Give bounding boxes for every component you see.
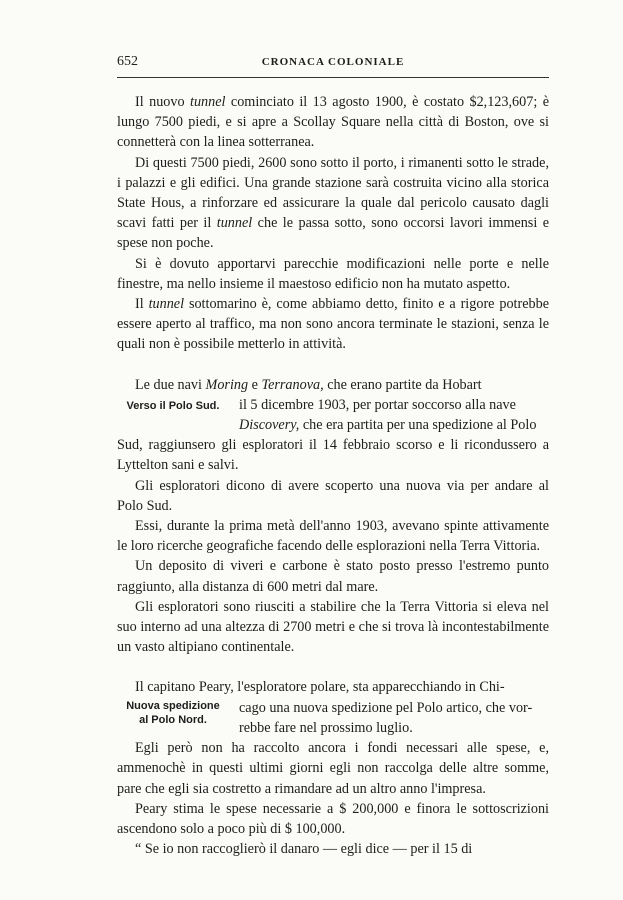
sidehead-polo-nord-line-2: al Polo Nord. [139,714,207,727]
polo-nord-paragraph-2: Egli però non ha raccolto ancora i fondi necessari alle spese, e, ammenochè in questi ultimi giorni egli non raccolga delle altre somme, pare che egli sia costretto a rimandare ad un altro anno l'impresa. [117,740,549,797]
sidehead-polo-nord-line-1: Nuova spedizione [126,700,220,713]
tunnel-paragraph-3: Si è dovuto apportarvi parecchie modificazioni nelle porte e nelle finestre, ma nello insieme il maestoso edificio non ha mutato aspetto. [117,255,549,292]
page [117,54,550,858]
polo-sud-line-1: Le due navi Moring e Terranova, che erano partite da Hobart [135,376,482,393]
page-number: 652 [117,54,138,69]
tunnel-paragraph-1: Il nuovo tunnel cominciato il 13 agosto 1900, è costato $2,123,607; è lungo 7500 piedi, e si apre a Scollay Square nella città di Boston, ove si connetterà con la linea sotterranea. [117,94,549,151]
polo-nord-line-2: cago una nuova spedizione pel Polo artico, che vor- [239,699,533,716]
polo-sud-line-2: il 5 dicembre 1903, per portar soccorso alla nave [239,396,516,413]
header-rule [117,77,549,78]
polo-sud-paragraph-3: Essi, durante la prima metà dell'anno 1903, avevano spinte attivamente le loro ricerche geografiche facendo delle esplorazioni nella Terra Vittoria. [117,518,549,555]
polo-nord-paragraph-4: “ Se io non raccoglierò il danaro — egli dice — per il 15 di [135,841,473,858]
page-header [117,54,549,72]
polo-sud-paragraph-4: Un deposito di viveri e carbone è stato posto presso l'estremo punto raggiunto, alla distanza di 600 metri dal mare. [117,558,549,595]
section-polo-nord [117,677,549,738]
polo-sud-paragraph-5: Gli esploratori sono riusciti a stabilire che la Terra Vittoria si eleva nel suo interno ad una altezza di 2700 metri e che si trova là incontestabilmente un vasto altipiano continentale. [117,598,549,656]
tunnel-paragraph-4: Il tunnel sottomarino è, come abbiamo detto, finito e a rigore potrebbe essere aperto al traffico, ma non sono ancora terminate le stazioni, senza le quali non è possibile metterlo in attività. [117,296,549,353]
polo-nord-line-1: Il capitano Peary, l'esploratore polare, sta apparecchiando in Chi- [135,679,505,696]
polo-sud-line-3: Discovery, che era partita per una spedizione al Polo [239,417,537,434]
polo-nord-line-3: rebbe fare nel prossimo luglio. [239,719,413,736]
sidehead-polo-nord [114,699,232,727]
polo-sud-paragraph-2: Gli esploratori dicono di avere scoperto una nuova via per andare al Polo Sud. [117,477,549,514]
sidehead-polo-sud: Verso il Polo Sud. [126,399,220,412]
tunnel-paragraph-2: Di questi 7500 piedi, 2600 sono sotto il porto, i rimanenti sotto le strade, i palazzi e gli edifici. Una grande stazione sarà costruita vicino alla storica State Hous, a rinforzare ed assicurare la quale dal pericolo causato dagli scavi fatti per il tunnel che le passa sotto, sono occorsi lavori immensi e spese non poche. [117,154,550,252]
running-title: CRONACA COLONIALE [261,56,405,68]
section-polo-sud [117,375,549,476]
polo-sud-rest: Sud, raggiunsero gli esploratori il 14 febbraio scorso e li ricondussero a Lyttelton sani e salvi. [117,437,549,474]
page-body [117,92,549,859]
polo-nord-paragraph-3: Peary stima le spese necessarie a $ 200,000 e finora le sottoscrizioni ascendono solo a poco più di $ 100,000. [117,800,549,837]
